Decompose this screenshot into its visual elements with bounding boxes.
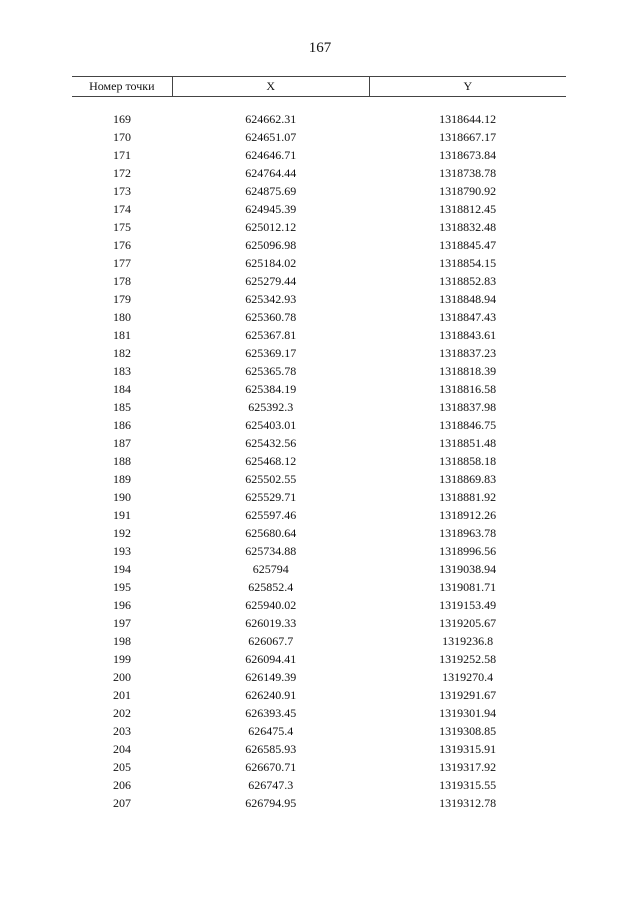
cell-x: 625597.46 [245, 508, 297, 522]
table-row [72, 290, 566, 308]
coordinates-table [72, 76, 566, 812]
cell-x: 625369.17 [245, 346, 297, 360]
cell-point-number: 173 [113, 184, 132, 198]
cell-point-number: 181 [113, 328, 132, 342]
cell-y: 1318832.48 [439, 220, 497, 234]
cell-y: 1318837.98 [439, 400, 497, 414]
cell-point-number: 191 [113, 508, 132, 522]
cell-x: 625342.93 [245, 292, 297, 306]
cell-point-number: 179 [113, 292, 132, 306]
cell-point-number: 187 [113, 436, 132, 450]
table-row [72, 650, 566, 668]
cell-point-number: 203 [113, 724, 132, 738]
cell-point-number: 204 [113, 742, 132, 756]
cell-point-number: 171 [113, 148, 132, 162]
cell-point-number: 183 [113, 364, 132, 378]
cell-point-number: 202 [113, 706, 132, 720]
header-row [72, 77, 566, 97]
table-row [72, 416, 566, 434]
cell-point-number: 200 [113, 670, 132, 684]
table-row [72, 596, 566, 614]
cell-y: 1319315.91 [439, 742, 497, 756]
cell-point-number: 190 [113, 490, 132, 504]
cell-x: 624875.69 [245, 184, 297, 198]
cell-point-number: 205 [113, 760, 132, 774]
cell-y: 1319153.49 [439, 598, 497, 612]
cell-x: 626393.45 [245, 706, 297, 720]
cell-y: 1318818.39 [439, 364, 497, 378]
table-row [72, 614, 566, 632]
cell-point-number: 180 [113, 310, 132, 324]
cell-y: 1318912.26 [439, 508, 497, 522]
table-row [72, 182, 566, 200]
cell-y: 1319291.67 [439, 688, 497, 702]
cell-point-number: 186 [113, 418, 132, 432]
table-row [72, 434, 566, 452]
header-y: Y [369, 77, 566, 97]
cell-point-number: 184 [113, 382, 132, 396]
table-row [72, 128, 566, 146]
cell-x: 626585.93 [245, 742, 297, 756]
cell-y: 1318837.23 [439, 346, 497, 360]
cell-x: 625403.01 [245, 418, 297, 432]
cell-y: 1318673.84 [439, 148, 497, 162]
cell-x: 626019.33 [245, 616, 297, 630]
cell-x: 625794 [252, 562, 289, 576]
cell-x: 625384.19 [245, 382, 297, 396]
cell-y: 1318845.47 [439, 238, 497, 252]
cell-y: 1318644.12 [439, 112, 497, 126]
table-header [72, 77, 566, 97]
cell-y: 1319205.67 [439, 616, 497, 630]
cell-x: 626747.3 [248, 778, 294, 792]
cell-point-number: 196 [113, 598, 132, 612]
cell-y: 1318843.61 [439, 328, 497, 342]
cell-point-number: 198 [113, 634, 132, 648]
table-row [72, 218, 566, 236]
cell-point-number: 185 [113, 400, 132, 414]
cell-y: 1318963.78 [439, 526, 497, 540]
cell-x: 625012.12 [245, 220, 297, 234]
cell-y: 1319315.55 [439, 778, 497, 792]
table-row [72, 254, 566, 272]
table-row [72, 380, 566, 398]
cell-x: 625360.78 [245, 310, 297, 324]
table-row [72, 704, 566, 722]
table-row [72, 110, 566, 128]
cell-y: 1319301.94 [439, 706, 497, 720]
table-row [72, 632, 566, 650]
table-row [72, 200, 566, 218]
cell-point-number: 189 [113, 472, 132, 486]
cell-y: 1319270.4 [442, 670, 494, 684]
cell-x: 625392.3 [248, 400, 294, 414]
cell-point-number: 170 [113, 130, 132, 144]
cell-y: 1318846.75 [439, 418, 497, 432]
cell-y: 1318812.45 [439, 202, 497, 216]
table-row [72, 272, 566, 290]
cell-y: 1319312.78 [439, 796, 497, 810]
cell-x: 625734.88 [245, 544, 297, 558]
cell-x: 625468.12 [245, 454, 297, 468]
cell-y: 1318851.48 [439, 436, 497, 450]
cell-point-number: 199 [113, 652, 132, 666]
cell-y: 1318852.83 [439, 274, 497, 288]
cell-x: 625365.78 [245, 364, 297, 378]
table-row [72, 362, 566, 380]
cell-y: 1318881.92 [439, 490, 497, 504]
cell-point-number: 177 [113, 256, 132, 270]
cell-point-number: 182 [113, 346, 132, 360]
cell-point-number: 169 [113, 112, 132, 126]
cell-x: 624945.39 [245, 202, 297, 216]
table-row [72, 398, 566, 416]
table-row [72, 506, 566, 524]
table-row [72, 740, 566, 758]
cell-x: 625940.02 [245, 598, 297, 612]
cell-x: 624646.71 [245, 148, 297, 162]
table-row [72, 794, 566, 812]
cell-point-number: 192 [113, 526, 132, 540]
table-row [72, 686, 566, 704]
table-row [72, 722, 566, 740]
cell-x: 624662.31 [245, 112, 297, 126]
cell-point-number: 197 [113, 616, 132, 630]
table-row [72, 758, 566, 776]
table-body [72, 97, 566, 813]
cell-y: 1318790.92 [439, 184, 497, 198]
cell-x: 626794.95 [245, 796, 297, 810]
table-row [72, 542, 566, 560]
cell-y: 1318996.56 [439, 544, 497, 558]
cell-x: 625432.56 [245, 436, 297, 450]
cell-point-number: 172 [113, 166, 132, 180]
cell-y: 1318816.58 [439, 382, 497, 396]
table-row [72, 308, 566, 326]
cell-point-number: 195 [113, 580, 132, 594]
cell-y: 1318869.83 [439, 472, 497, 486]
cell-y: 1318738.78 [439, 166, 497, 180]
cell-y: 1318854.15 [439, 256, 497, 270]
table-row [72, 488, 566, 506]
cell-y: 1319236.8 [442, 634, 494, 648]
cell-x: 625184.02 [245, 256, 297, 270]
table-row [72, 524, 566, 542]
cell-x: 625279.44 [245, 274, 297, 288]
table-row [72, 668, 566, 686]
cell-y: 1319038.94 [439, 562, 497, 576]
cell-x: 625852.4 [248, 580, 294, 594]
table-row [72, 236, 566, 254]
table-row [72, 146, 566, 164]
cell-x: 624651.07 [245, 130, 297, 144]
cell-point-number: 193 [113, 544, 132, 558]
table-row [72, 164, 566, 182]
cell-point-number: 194 [113, 562, 132, 576]
cell-x: 625502.55 [245, 472, 297, 486]
cell-y: 1319081.71 [439, 580, 497, 594]
cell-y: 1319252.58 [439, 652, 497, 666]
cell-point-number: 207 [113, 796, 132, 810]
spacer-row [72, 97, 566, 111]
cell-y: 1319308.85 [439, 724, 497, 738]
cell-x: 624764.44 [245, 166, 297, 180]
cell-x: 626067.7 [248, 634, 294, 648]
table-row [72, 776, 566, 794]
table-row [72, 560, 566, 578]
cell-point-number: 174 [113, 202, 132, 216]
page-number: 167 [308, 40, 332, 56]
cell-x: 625529.71 [245, 490, 297, 504]
cell-x: 626670.71 [245, 760, 297, 774]
cell-point-number: 175 [113, 220, 132, 234]
cell-x: 626240.91 [245, 688, 297, 702]
cell-x: 626149.39 [245, 670, 297, 684]
cell-y: 1318848.94 [439, 292, 497, 306]
cell-point-number: 201 [113, 688, 132, 702]
cell-x: 626094.41 [245, 652, 297, 666]
cell-x: 626475.4 [248, 724, 294, 738]
table-row [72, 344, 566, 362]
cell-point-number: 188 [113, 454, 132, 468]
cell-point-number: 178 [113, 274, 132, 288]
table-row [72, 326, 566, 344]
cell-x: 625096.98 [245, 238, 297, 252]
cell-y: 1318858.18 [439, 454, 497, 468]
cell-y: 1318667.17 [439, 130, 497, 144]
table-row [72, 578, 566, 596]
table-row [72, 470, 566, 488]
cell-x: 625367.81 [245, 328, 297, 342]
header-point-number: Номер точки [72, 77, 172, 97]
cell-x: 625680.64 [245, 526, 297, 540]
table-row [72, 452, 566, 470]
header-x: X [172, 77, 369, 97]
cell-point-number: 176 [113, 238, 132, 252]
cell-y: 1318847.43 [439, 310, 497, 324]
cell-point-number: 206 [113, 778, 132, 792]
cell-y: 1319317.92 [439, 760, 497, 774]
